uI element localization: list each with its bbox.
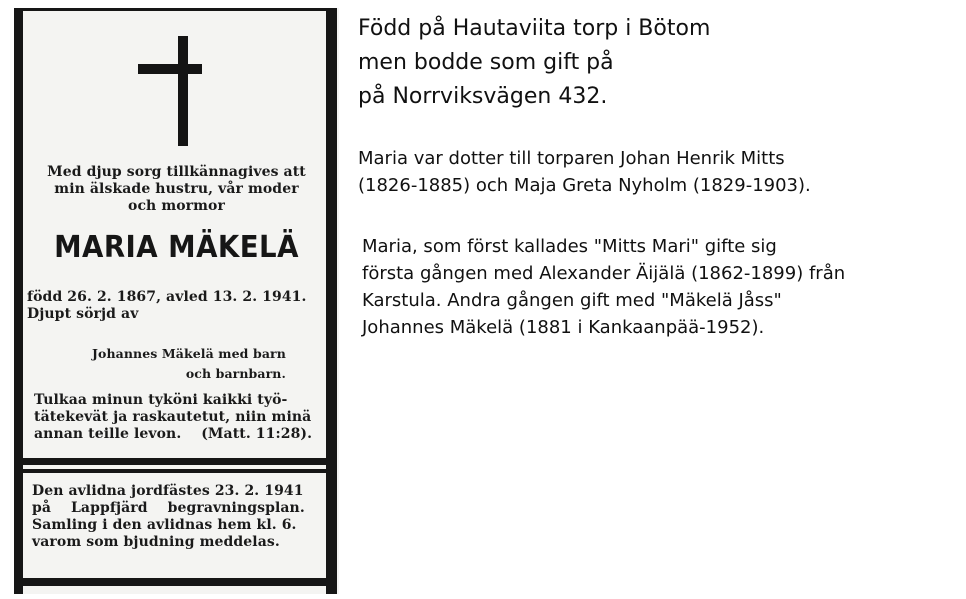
notice-border-left [14,8,23,594]
notice-divider [18,458,332,465]
notice-border-top [14,8,337,11]
notice-mourners: Johannes Mäkelä med barn och barnbarn. [92,346,286,381]
parents-note: Maria var dotter till torparen Johan Henrik Mitts (1826-1885) och Maja Greta Nyholm (1829-1903). [358,148,811,196]
marriages-note: Maria, som först kallades "Mitts Mari" gifte sig första gången med Alexander Äijälä (1862-1899) från Karstula. Andra gången gift med "Mäkelä Jåss" Johannes Mäkelä (1881 i Kankaanpää-1952). [362,236,846,338]
funeral-details: Den avlidna jordfästes 23. 2. 1941 på Lappfjärd begravningsplan. Samling i den avlidnas hem kl. 6. varom som bjudning meddelas. [32,483,305,550]
notice-dates: född 26. 2. 1867, avled 13. 2. 1941. Djupt sörjd av [27,289,307,322]
obituary-notice [14,8,339,594]
cross-icon-arm [138,64,202,74]
notice-verse: Tulkaa minun tyköni kaikki työ- tätekevät ja raskautetut, niin minä annan teille levon. (Matt. 11:28). [34,392,313,442]
deceased-name: MARIA MÄKELÄ [54,230,299,265]
notice-divider-lower [18,469,332,473]
birthplace-note: Född på Hautaviita torp i Bötom men bodde som gift på på Norrviksvägen 432. [358,16,711,109]
notice-border-right [326,8,337,594]
notice-intro: Med djup sorg tillkännagives att min älskade hustru, vår moder och mormor [47,164,306,214]
cross-icon [178,36,188,146]
notice-border-bottom [14,578,337,586]
